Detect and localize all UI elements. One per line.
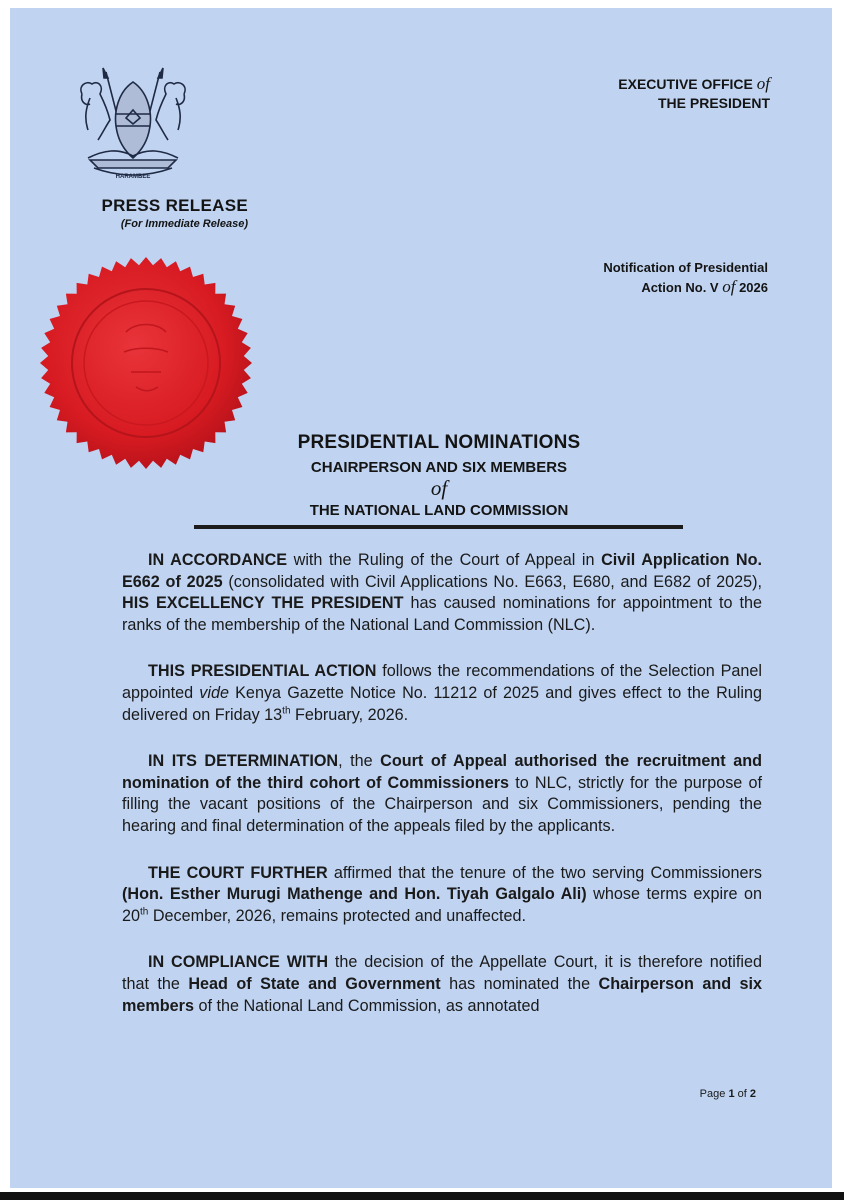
p1-lead: IN ACCORDANCE [148,551,288,569]
p1-text-2: (consolidated with Civil Applications No. E663, E680, and E682 of 2025), [222,572,762,591]
heading-underline [194,525,683,529]
emblem-motto: HARAMBEE [115,174,151,180]
p2-sup: th [282,705,291,717]
notification-line-1: Notification of Presidential [603,260,768,275]
exec-of: of [756,74,770,93]
executive-office-heading [618,74,770,113]
release-body [122,550,762,1042]
heading-subtitle: CHAIRPERSON AND SIX MEMBERS [310,459,568,476]
page-label: Page [699,1088,726,1100]
heading-commission: THE NATIONAL LAND COMMISSION [309,502,569,519]
page-of: of [737,1088,747,1100]
paragraph-determination [122,751,762,837]
release-heading [196,432,682,519]
p1-text-1: with the Ruling of the Court of Appeal in [287,551,602,569]
p5-text-1: the decision of the Appellate Court, it is therefore notified that the [122,953,762,993]
p4-text-1: affirmed that the tenure of the two serving Commissioners [327,863,762,882]
notification-action: Action No. V [641,280,719,295]
p5-text-2: has nominated the [440,974,599,993]
p3-text-1: , the [338,752,381,771]
page-total: 2 [749,1088,756,1100]
paragraph-court-further [122,863,762,928]
p3-text-2: to NLC, strictly for the purpose of filling the vacant positions of the Chairperson and six Commissioners, pending the hearing and final determination of the appeals filed by the applicants. [122,773,762,835]
p4-bold-1: (Hon. Esther Murugi Mathenge and Hon. Tiyah Galgalo Ali) [122,885,587,904]
p4-lead: THE COURT FURTHER [148,863,328,882]
p2-lead: THIS PRESIDENTIAL ACTION [148,662,377,681]
exec-line-1: EXECUTIVE OFFICE [618,76,753,92]
coat-of-arms-emblem [68,64,198,184]
press-release-title: PRESS RELEASE [101,196,248,215]
p2-text-1: follows the recommendations of the Selection Panel appointed [122,662,762,702]
notification-of: of [722,277,736,296]
paragraph-compliance [122,952,762,1017]
notification-year: 2026 [739,280,768,295]
p5-bold-2: Chairperson and six members [122,974,763,1015]
p2-text-2: Kenya Gazette Notice No. 11212 of 2025 and gives effect to the Ruling delivered on Friday 13 [122,683,762,724]
heading-of: of [430,476,448,500]
p4-sup: th [140,906,149,918]
p1-text-3: has caused nominations for appointment to the ranks of the membership of the National Land Commission (NLC). [122,594,762,634]
p2-italic: vide [199,683,229,702]
page-current: 1 [728,1088,735,1100]
p1-bold-2: HIS EXCELLENCY THE PRESIDENT [122,594,404,613]
press-release-subtitle: (For Immediate Release) [120,218,248,230]
bottom-edge-bar [0,1192,844,1200]
p1-bold-1: Civil Application No. E662 of 2025 [122,551,762,591]
press-release-block [68,196,248,230]
exec-line-2: THE PRESIDENT [657,95,770,111]
p4-text-3: December, 2026, remains protected and unaffected. [148,906,527,925]
p3-lead: IN ITS DETERMINATION [148,752,339,771]
page-number [700,1088,756,1100]
p4-text-2: whose terms expire on 20 [122,885,762,925]
p5-lead: IN COMPLIANCE WITH [148,953,329,972]
p3-bold-1: Court of Appeal authorised the recruitment and nomination of the third cohort of Commissioners [122,752,762,792]
notification-number [603,258,768,297]
p2-text-3: February, 2026. [290,705,409,724]
heading-title: PRESIDENTIAL NOMINATIONS [297,432,581,453]
p5-bold-1: Head of State and Government [188,974,441,993]
paragraph-presidential-action [122,661,762,726]
paragraph-accordance [122,550,762,636]
p5-text-3: of the National Land Commission, as annotated [193,996,540,1015]
